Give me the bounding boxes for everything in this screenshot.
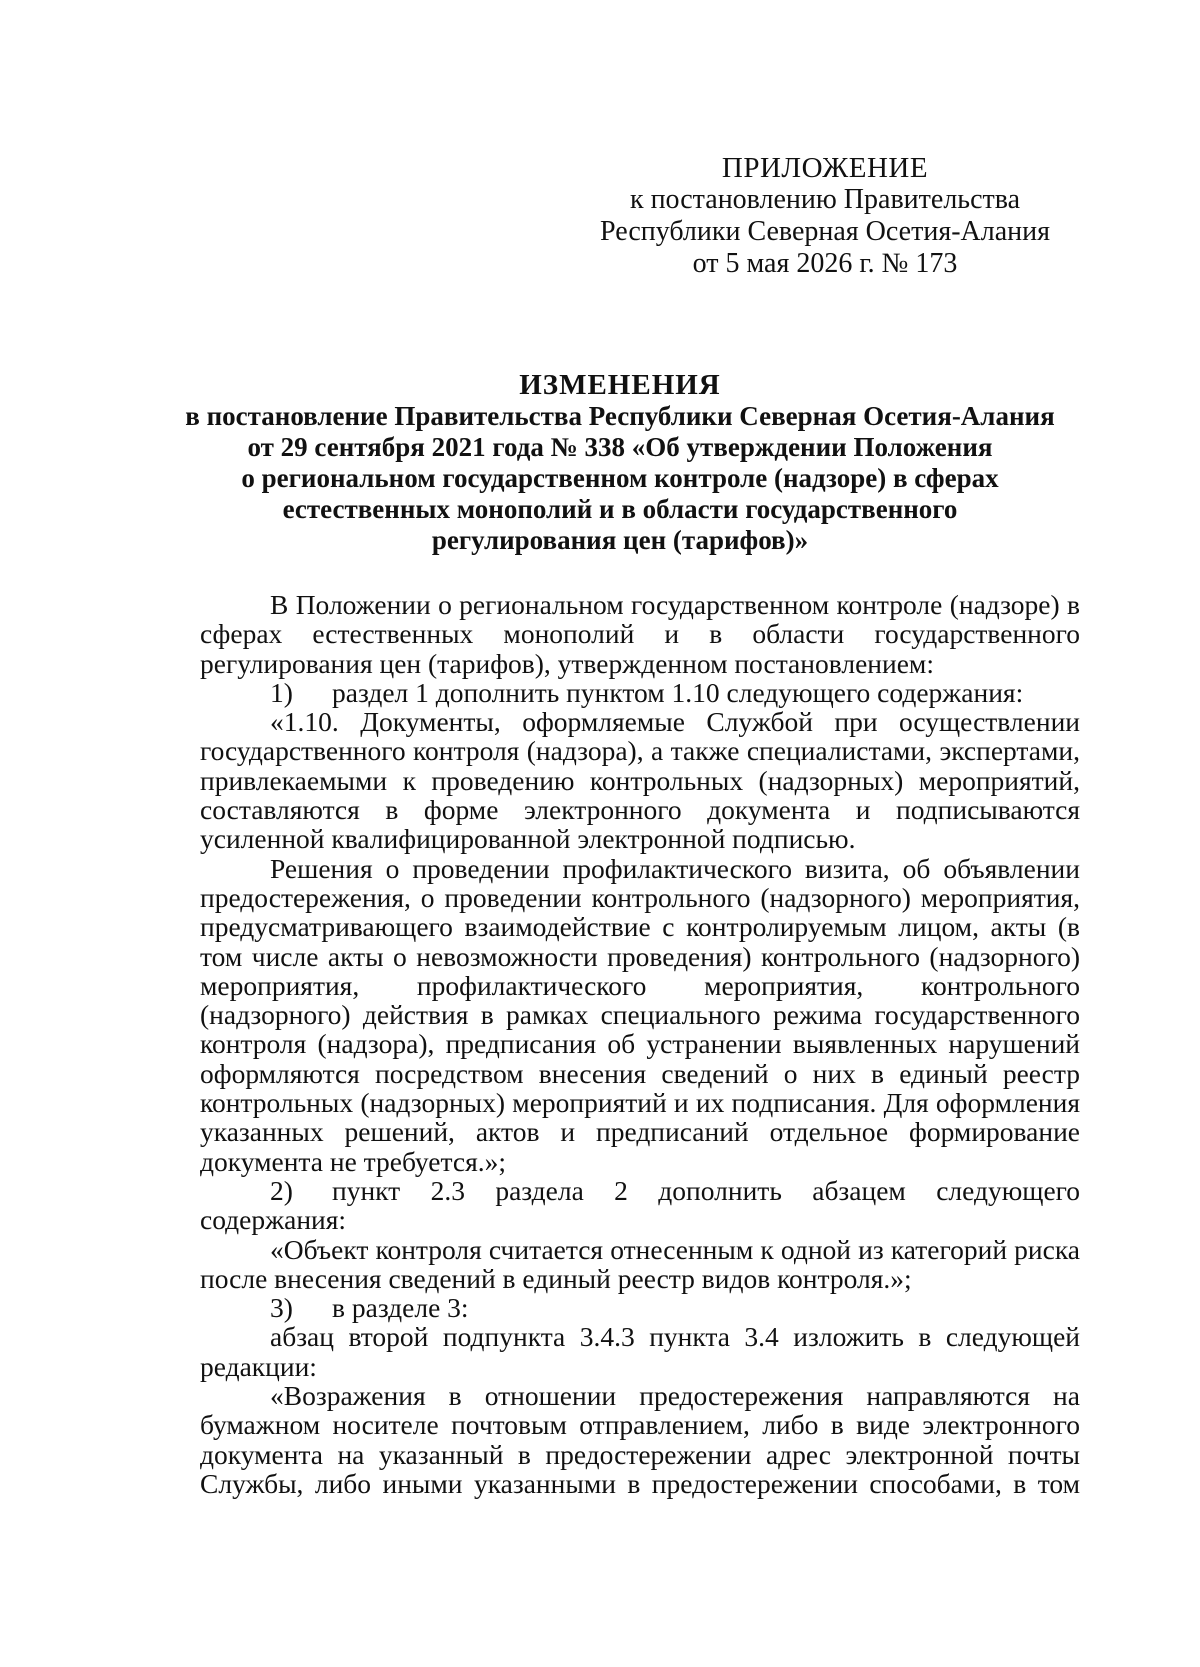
paragraph-3-4-3: абзац второй подпункта 3.4.3 пункта 3.4 изложить в следующей редакции: <box>200 1321 1080 1382</box>
document-title <box>180 370 1060 556</box>
appendix-heading: ПРИЛОЖЕНИЕ <box>721 152 929 184</box>
title-line: естественных монополий и в области государственного <box>282 494 958 524</box>
list-item-number: 3) <box>270 1292 293 1324</box>
title-line: о региональном государственном контроле (надзоре) в сферах <box>241 463 999 493</box>
list-item-text: в разделе 3: <box>332 1292 469 1324</box>
title-line: в постановление Правительства Республики Северная Осетия-Алания <box>185 401 1055 431</box>
appendix-republic-line: Республики Северная Осетия-Алания <box>600 216 1050 247</box>
title-line: регулирования цен (тарифов)» <box>431 525 809 555</box>
list-item-2 <box>200 1176 1080 1235</box>
appendix-resolution-line: к постановлению Правительства <box>629 184 1021 215</box>
list-item-1 <box>200 678 1080 707</box>
decisions-paragraph: Решения о проведении профилактического визита, об объявлении предостережения, о проведении контрольного (надзорного) мероприятия, предусматривающего взаимодействие с контролируемым лицом, акты (в том числе акты о невозможности проведения) контрольного (надзорного) мероприятия, профилактического мероприятия, контрольного (надзорного) действия в рамках специального режима государственного контроля (надзора), предписания об устранении выявленных нарушений оформляются посредством внесения сведений о них в единый реестр контрольных (надзорных) мероприятий и их подписания. Для оформления указанных решений, актов и предписаний отдельное формирование документа не требуется.»; <box>200 852 1080 1177</box>
appendix-block <box>575 152 1075 280</box>
list-item-number: 1) <box>270 676 293 708</box>
title-heading: ИЗМЕНЕНИЯ <box>519 369 721 401</box>
title-line: от 29 сентября 2021 года № 338 «Об утверждении Положения <box>247 432 993 462</box>
list-item-3 <box>200 1293 1080 1322</box>
quote-objections-paragraph: «Возражения в отношении предостережения направляются на бумажном носителе почтовым отправлением, либо в виде электронного документа на указанный в предостережении адрес электронной почты Службы, либо иными указанными в предостережении способами, в том <box>200 1380 1080 1499</box>
intro-paragraph: В Положении о региональном государственном контроле (надзоре) в сферах естественных монополий и в области государственного регулирования цен (тарифов), утвержденном постановлением: <box>200 589 1080 679</box>
quote-paragraph-2-3: «Объект контроля считается отнесенным к одной из категорий риска после внесения сведений в единый реестр видов контроля.»; <box>200 1233 1080 1294</box>
list-item-number: 2) <box>270 1174 293 1206</box>
list-item-text: пункт 2.3 раздела 2 дополнить абзацем следующего содержания: <box>200 1174 1080 1236</box>
list-item-text: раздел 1 дополнить пунктом 1.10 следующего содержания: <box>332 676 1024 708</box>
appendix-date-number: от 5 мая 2026 г. № 173 <box>692 248 958 279</box>
quote-paragraph-1-10: «1.10. Документы, оформляемые Службой при осуществлении государственного контроля (надзора), а также специалистами, экспертами, привлекаемыми к проведению контрольных (надзорных) мероприятий, составляются в форме электронного документа и подписываются усиленной квалифицированной электронной подписью. <box>200 706 1080 855</box>
document-body <box>200 590 1080 1498</box>
